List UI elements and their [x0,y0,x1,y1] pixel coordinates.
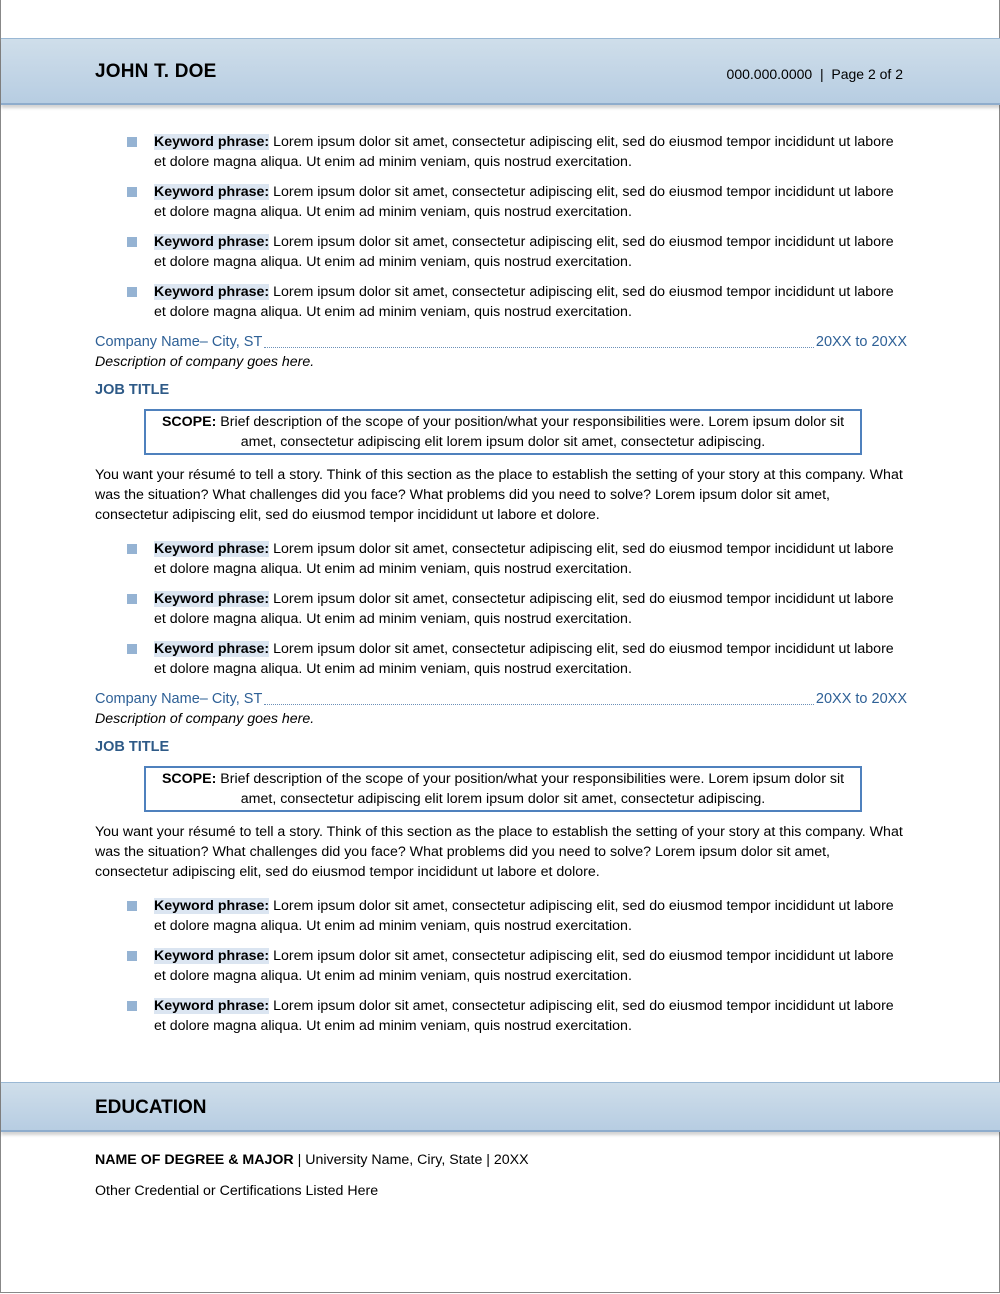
square-bullet-icon [127,951,137,961]
bullet-text: Lorem ipsum dolor sit amet, consectetur adipiscing elit, sed do eiusmod tempor incididunt ut labore et dolore magna aliqua. Ut enim ad minim veniam, quis nostrud exercitation. [154,948,894,984]
experience-section [95,132,907,1046]
bullet-item [95,132,907,172]
phone-number: 000.000.0000 [726,66,813,82]
degree-line [95,1150,907,1170]
company-location: – City, ST [199,334,263,350]
education-band [1,1082,1000,1132]
bullet-text: Lorem ipsum dolor sit amet, consectetur adipiscing elit, sed do eiusmod tempor incididunt ut labore et dolore magna aliqua. Ut enim ad minim veniam, quis nostrud exercitation. [154,591,894,627]
candidate-name: JOHN T. DOE [95,61,217,82]
square-bullet-icon [127,1001,137,1011]
bullet-item [95,182,907,222]
bullet-text: Lorem ipsum dolor sit amet, consectetur adipiscing elit, sed do eiusmod tempor incididunt ut labore et dolore magna aliqua. Ut enim ad minim veniam, quis nostrud exercitation. [154,898,894,934]
keyword-phrase: Keyword phrase: [154,641,270,657]
square-bullet-icon [127,237,137,247]
keyword-phrase: Keyword phrase: [154,284,270,300]
job-title: JOB TITLE [95,382,170,398]
bullet-list [95,132,907,322]
keyword-phrase: Keyword phrase: [154,948,270,964]
bullet-list [95,896,907,1036]
scope-box [144,409,862,455]
scope-box [144,766,862,812]
header-band [1,38,1000,105]
bullet-item [95,232,907,272]
keyword-phrase: Keyword phrase: [154,184,270,200]
job-title: JOB TITLE [95,739,170,755]
keyword-phrase: Keyword phrase: [154,898,270,914]
square-bullet-icon [127,644,137,654]
dotted-leader [264,704,814,705]
page-number: Page 2 of 2 [831,66,903,82]
company-description: Description of company goes here. [95,354,315,370]
dotted-leader [264,347,814,348]
bullet-item [95,996,907,1036]
square-bullet-icon [127,287,137,297]
employment-dates: 20XX to 20XX [815,691,907,707]
job-entry [95,332,907,679]
scope-label: SCOPE: [161,771,217,787]
keyword-phrase: Keyword phrase: [154,998,270,1014]
square-bullet-icon [127,901,137,911]
company-description: Description of company goes here. [95,711,315,727]
company-name: Company Name [95,691,200,707]
bullet-text: Lorem ipsum dolor sit amet, consectetur adipiscing elit, sed do eiusmod tempor incididunt ut labore et dolore magna aliqua. Ut enim ad minim veniam, quis nostrud exercitation. [154,641,894,677]
keyword-phrase: Keyword phrase: [154,134,270,150]
bullet-text: Lorem ipsum dolor sit amet, consectetur adipiscing elit, sed do eiusmod tempor incididunt ut labore et dolore magna aliqua. Ut enim ad minim veniam, quis nostrud exercitation. [154,541,894,577]
separator: | [819,66,824,82]
contact-info [727,66,903,82]
company-name: Company Name [95,334,200,350]
bullet-text: Lorem ipsum dolor sit amet, consectetur adipiscing elit, sed do eiusmod tempor incididunt ut labore et dolore magna aliqua. Ut enim ad minim veniam, quis nostrud exercitation. [154,134,894,170]
job-entry [95,689,907,1036]
scope-text: Brief description of the scope of your position/what your responsibilities were. Lorem ipsum dolor sit amet, consectetur adipiscing elit lorem ipsum dolor sit amet, consectetur adipiscing. [220,771,845,807]
degree-details: | University Name, Ciry, State | 20XX [293,1152,529,1168]
education-heading: EDUCATION [95,1097,207,1118]
scope-label: SCOPE: [161,414,217,430]
bullet-item [95,946,907,986]
story-paragraph: You want your résumé to tell a story. Think of this section as the place to establish the setting of your story at this company. What was the situation? What challenges did you face? What problems did you need to solve? Lorem ipsum dolor sit amet, consectetur adipiscing elit, sed do eiusmod tempor incididunt ut labore et dolore. [95,467,903,523]
keyword-phrase: Keyword phrase: [154,591,270,607]
degree-name: NAME OF DEGREE & MAJOR [95,1152,294,1168]
other-credentials: Other Credential or Certifications Listed Here [95,1183,379,1199]
square-bullet-icon [127,137,137,147]
bullet-text: Lorem ipsum dolor sit amet, consectetur adipiscing elit, sed do eiusmod tempor incididunt ut labore et dolore magna aliqua. Ut enim ad minim veniam, quis nostrud exercitation. [154,184,894,220]
story-paragraph: You want your résumé to tell a story. Think of this section as the place to establish the setting of your story at this company. What was the situation? What challenges did you face? What problems did you need to solve? Lorem ipsum dolor sit amet, consectetur adipiscing elit, sed do eiusmod tempor incididunt ut labore et dolore. [95,824,903,880]
bullet-item [95,896,907,936]
square-bullet-icon [127,187,137,197]
bullet-text: Lorem ipsum dolor sit amet, consectetur adipiscing elit, sed do eiusmod tempor incididunt ut labore et dolore magna aliqua. Ut enim ad minim veniam, quis nostrud exercitation. [154,234,894,270]
company-location: – City, ST [199,691,263,707]
keyword-phrase: Keyword phrase: [154,234,270,250]
scope-text: Brief description of the scope of your position/what your responsibilities were. Lorem ipsum dolor sit amet, consectetur adipiscing elit lorem ipsum dolor sit amet, consectetur adipiscing. [220,414,845,450]
bullet-item [95,282,907,322]
bullet-text: Lorem ipsum dolor sit amet, consectetur adipiscing elit, sed do eiusmod tempor incididunt ut labore et dolore magna aliqua. Ut enim ad minim veniam, quis nostrud exercitation. [154,284,894,320]
employment-dates: 20XX to 20XX [815,334,907,350]
square-bullet-icon [127,594,137,604]
keyword-phrase: Keyword phrase: [154,541,270,557]
bullet-text: Lorem ipsum dolor sit amet, consectetur adipiscing elit, sed do eiusmod tempor incididunt ut labore et dolore magna aliqua. Ut enim ad minim veniam, quis nostrud exercitation. [154,998,894,1034]
bullet-item [95,589,907,629]
company-line [95,689,907,709]
bullet-item [95,539,907,579]
company-line [95,332,907,352]
education-section [95,1150,907,1201]
bullet-item [95,639,907,679]
square-bullet-icon [127,544,137,554]
bullet-list [95,539,907,679]
